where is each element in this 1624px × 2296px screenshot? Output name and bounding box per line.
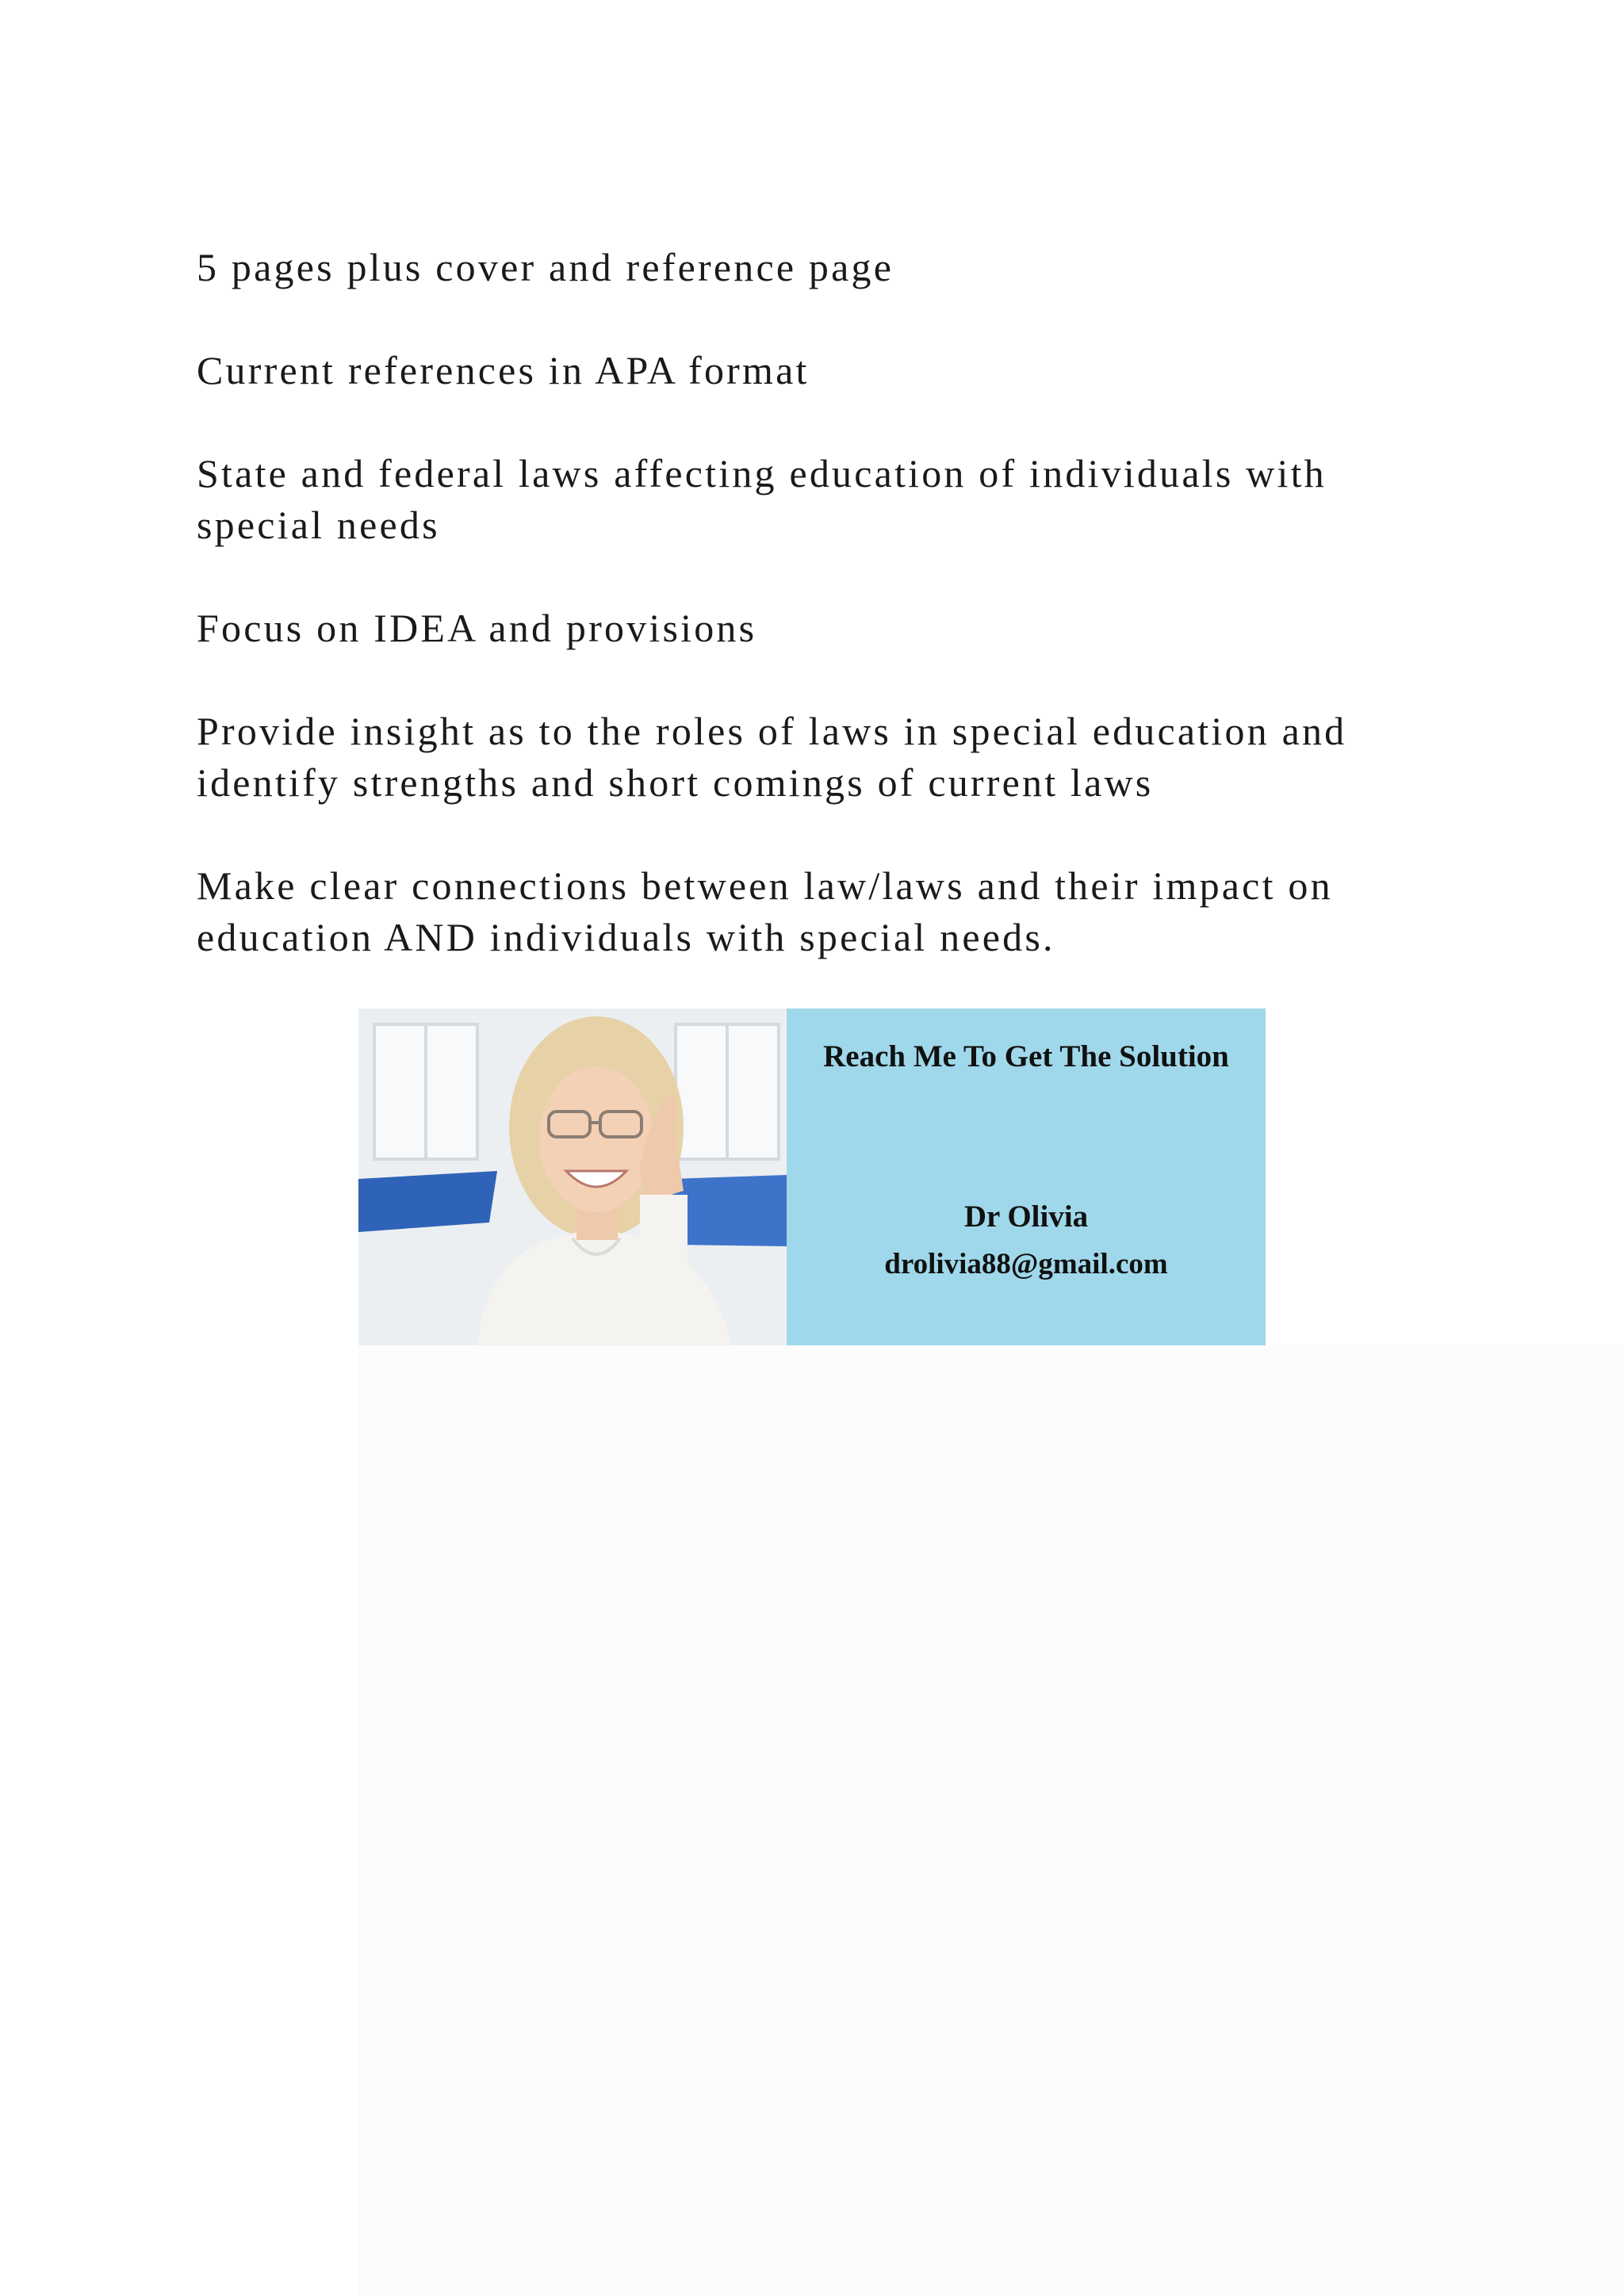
paragraph-page-count: 5 pages plus cover and reference page — [197, 245, 894, 289]
contact-name: Dr Olivia — [963, 1200, 1089, 1234]
contact-banner — [358, 1008, 1266, 1345]
paragraph-laws: State and federal laws affecting education of individuals with special needs — [197, 451, 1327, 547]
contact-info-panel — [787, 1008, 1266, 1345]
smiling-woman-photo — [358, 1008, 787, 1345]
paragraph-insight: Provide insight as to the roles of laws in special education and identify strengths and short comings of current laws — [197, 709, 1347, 805]
banner-headline: Reach Me To Get The Solution — [823, 1039, 1229, 1073]
document-body — [197, 242, 1434, 1015]
paragraph-references: Current references in APA format — [197, 348, 810, 392]
paragraph-idea-focus: Focus on IDEA and provisions — [197, 606, 757, 650]
contact-email[interactable]: drolivia88@gmail.com — [884, 1248, 1168, 1280]
paragraph-connections: Make clear connections between law/laws and their impact on education AND individuals with special needs. — [197, 863, 1333, 959]
lower-blank-panel — [358, 1345, 1624, 2296]
